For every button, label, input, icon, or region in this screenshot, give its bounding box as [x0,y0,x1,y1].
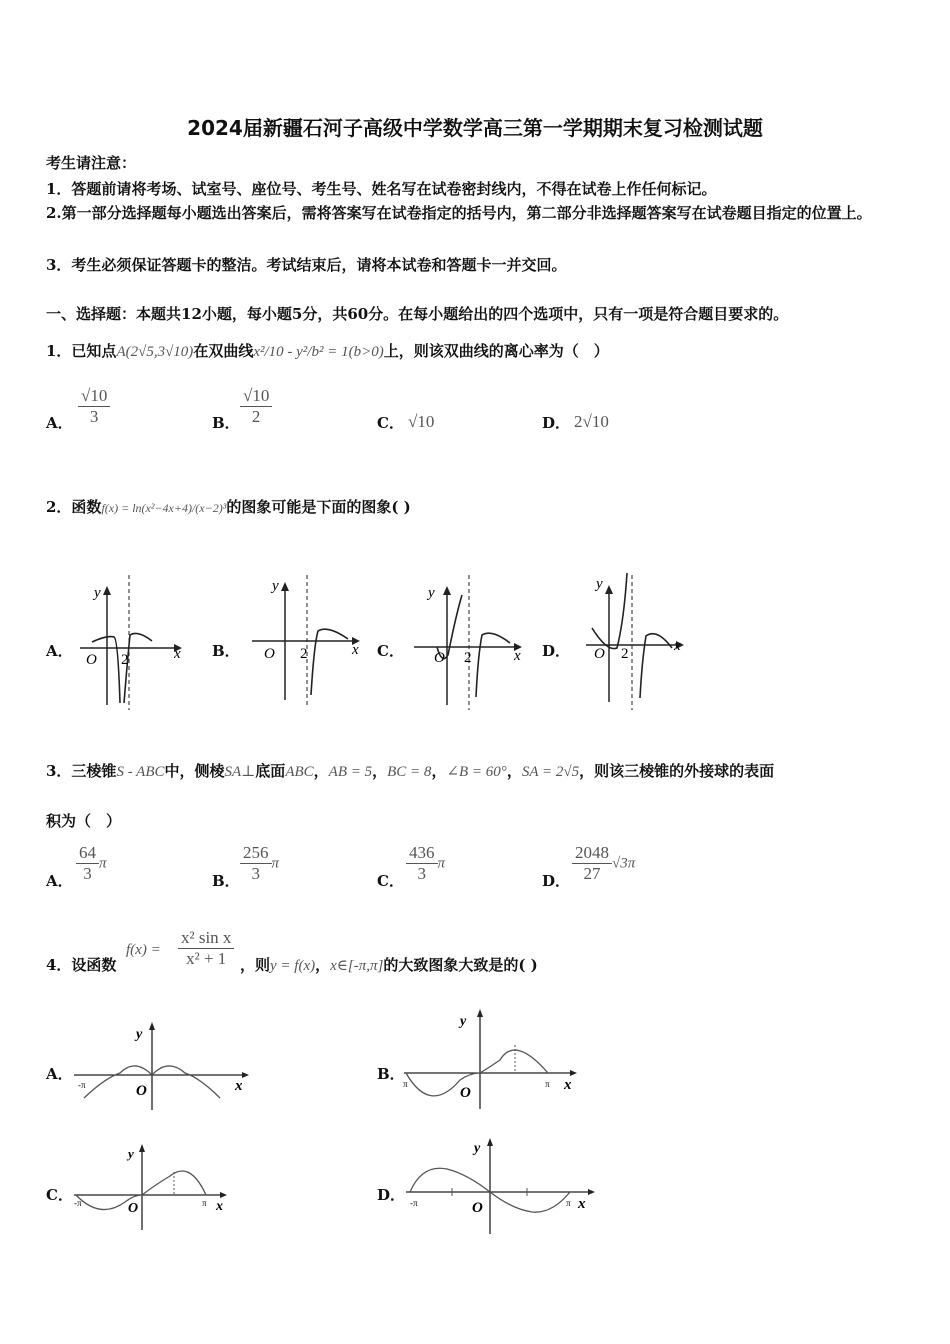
q4-graph-d[interactable] [402,1134,602,1239]
q3-s2: SA⊥ [224,764,256,780]
q2-option-d-label: D． [542,642,571,660]
q3-option-c[interactable] [406,843,445,884]
q1-option-c[interactable]: √10 [408,412,435,431]
question-4 [46,954,116,975]
q4a-negpi: -π [78,1080,86,1090]
q4-option-a-label: A． [46,1065,73,1083]
q4a-x: x [235,1078,243,1094]
q4b-y: y [460,1014,467,1029]
q4b-negpi: π [403,1079,408,1089]
q3-d-num: 2048 [572,843,612,864]
q3-a-den: 3 [83,864,92,883]
q2c-two: 2 [464,650,472,666]
q3-option-d-label: D． [542,872,571,890]
q4-suffix: 的大致图象大致是的( ) [383,956,538,974]
q3-s4: AB = 5 [328,764,373,780]
q1-option-a-label: A． [46,414,73,432]
q2c-y: y [428,585,435,601]
notice-item-2: 2.第一部分选择题每小题选出答案后，需将答案写在试卷指定的括号内，第二部分非选择题答案写在试卷题目指定的位置上。 [46,204,872,222]
q1-option-a[interactable] [78,386,110,427]
q3-s6: ∠B = 60° [446,764,507,780]
q2d-y: y [596,576,603,592]
q3-c-den: 3 [417,864,426,883]
q4d-y: y [474,1141,481,1156]
q4d-negpi: -π [410,1198,418,1208]
q1-mid: 在双曲线 [193,342,254,360]
q2b-o: O [264,646,275,662]
q4-tail: ，则y = f(x)，x∈[-π,π]的大致图象大致是的( ) [240,956,538,974]
q3-b-num: 256 [240,843,272,864]
q3-p1: 3．三棱锥 [46,762,117,780]
q2-prefix: 2．函数 [46,498,102,516]
q4b-x: x [564,1077,572,1093]
q4-option-c-label: C． [46,1186,73,1204]
q4d-pi: π [566,1198,571,1208]
q4-prefix: 4．设函数 [46,956,117,974]
q2-graph-b[interactable] [248,575,368,710]
q3-s7: SA = 2√5 [521,764,580,780]
q1-option-c-label: C． [377,414,404,432]
notice-item-3: 3．考生必须保证答题卡的整洁。考试结束后，请将本试卷和答题卡一并交回。 [46,256,567,274]
q3-a-num: 64 [76,843,99,864]
q1-b-den: 2 [251,407,261,426]
q4c-y: y [128,1146,134,1161]
q2-option-c-label: C． [377,642,404,660]
q4c-o: O [128,1201,139,1216]
question-3: 3．三棱锥S - ABC中，侧棱SA⊥底面ABC，AB = 5，BC = 8，∠B = 60°，SA = 2√5，则该三棱锥的外接球的表面 [46,762,775,780]
q2-graph-c[interactable] [410,575,530,710]
q3-option-b-label: B． [212,872,240,890]
q4-fraction [178,928,234,969]
q3-d-den: 27 [583,864,601,883]
q4-graph-c[interactable] [70,1140,240,1235]
q3-p3: 底面 [255,762,286,780]
q4-y: y = f(x) [270,958,316,974]
q4-num: x² sin x [178,928,234,949]
q2-graph-a[interactable] [72,575,192,710]
q4c-pi: π [202,1198,207,1208]
q3-option-a-label: A． [46,872,73,890]
q2b-two: 2 [300,646,308,662]
q3-b-tail: π [271,855,280,872]
q1-equation: x²/10 - y²/b² = 1(b>0) [253,344,384,360]
q4c-x: x [216,1199,223,1214]
q3-option-b[interactable] [240,843,279,884]
notice-item-1: 1．答题前请将考场、试室号、座位号、考生号、姓名写在试卷密封线内，不得在试卷上作任何标记。 [46,180,717,198]
q3-p4: ，则该三棱锥的外接球的表面 [579,762,775,780]
q4d-x: x [578,1196,586,1212]
q4c-negpi: -π [74,1198,82,1208]
q3-option-a[interactable] [76,843,107,884]
q2c-o: O [434,650,445,666]
q3-b-den: 3 [251,864,260,883]
q2c-x: x [514,648,521,664]
q3-s3: ABC [285,764,314,780]
q1-option-d[interactable]: 2√10 [574,412,609,431]
q2-graph-d[interactable] [582,570,692,710]
question-1 [46,340,609,361]
page-title: 2024届新疆石河子高级中学数学高三第一学期期末复习检测试题 [187,116,763,140]
q4b-pi: π [545,1079,550,1089]
q1-point: A(2√5,3√10) [116,344,194,360]
notice-heading: 考生请注意： [46,154,137,172]
q4-den: x² + 1 [186,949,227,968]
q3-option-d[interactable] [572,843,635,884]
q3-d-tail: √3π [612,855,636,872]
q1-a-den: 3 [89,407,99,426]
q2-suffix: 的图象可能是下面的图象( ) [226,498,411,516]
q4d-o: O [472,1200,483,1216]
q4-option-d-label: D． [377,1186,406,1204]
q4-option-b-label: B． [377,1065,405,1083]
q3-s5: BC = 8 [387,764,432,780]
q4b-o: O [460,1085,471,1101]
q1-option-b[interactable] [240,386,272,427]
q2-option-a-label: A． [46,642,73,660]
q2d-two: 2 [621,646,629,662]
q2-option-b-label: B． [212,642,240,660]
q4-graph-a[interactable] [70,1018,260,1113]
q3-p5: 积为（ ） [46,812,122,830]
q4-graph-b[interactable] [400,1005,590,1110]
q2a-x: x [174,646,181,662]
q3-c-num: 436 [406,843,438,864]
q1-a-num: √10 [78,386,110,407]
q2a-two: 2 [121,652,129,668]
q2-function: f(x) = ln(x²−4x+4)/(x−2)³ [101,501,227,515]
q4-dom: x∈[-π,π] [330,958,384,974]
q3-c-tail: π [437,855,446,872]
q3-s1: S - ABC [116,764,165,780]
q3-option-c-label: C． [377,872,404,890]
q4a-o: O [136,1083,147,1099]
q1-option-d-label: D． [542,414,571,432]
q1-option-b-label: B． [212,414,240,432]
q2b-y: y [272,578,279,594]
q3-p2: 中，侧棱 [164,762,225,780]
q3-a-tail: π [99,855,107,872]
q2a-o: O [86,652,97,668]
q1-prefix: 1．已知点 [46,342,117,360]
q2b-x: x [352,642,359,658]
q1-suffix: 上，则该双曲线的离心率为（ ） [383,342,609,360]
q4-mid: ，则 [240,956,271,974]
q4a-y: y [136,1027,143,1042]
q2d-x: x [674,638,681,654]
section-heading: 一、选择题：本题共12小题，每小题5分，共60分。在每小题给出的四个选项中，只有一项是符合题目要求的。 [46,305,789,323]
question-2 [46,496,411,517]
q2a-y: y [94,585,101,601]
q1-b-num: √10 [240,386,272,407]
q2d-o: O [594,646,605,662]
q4-fx: f(x) = [126,942,161,958]
